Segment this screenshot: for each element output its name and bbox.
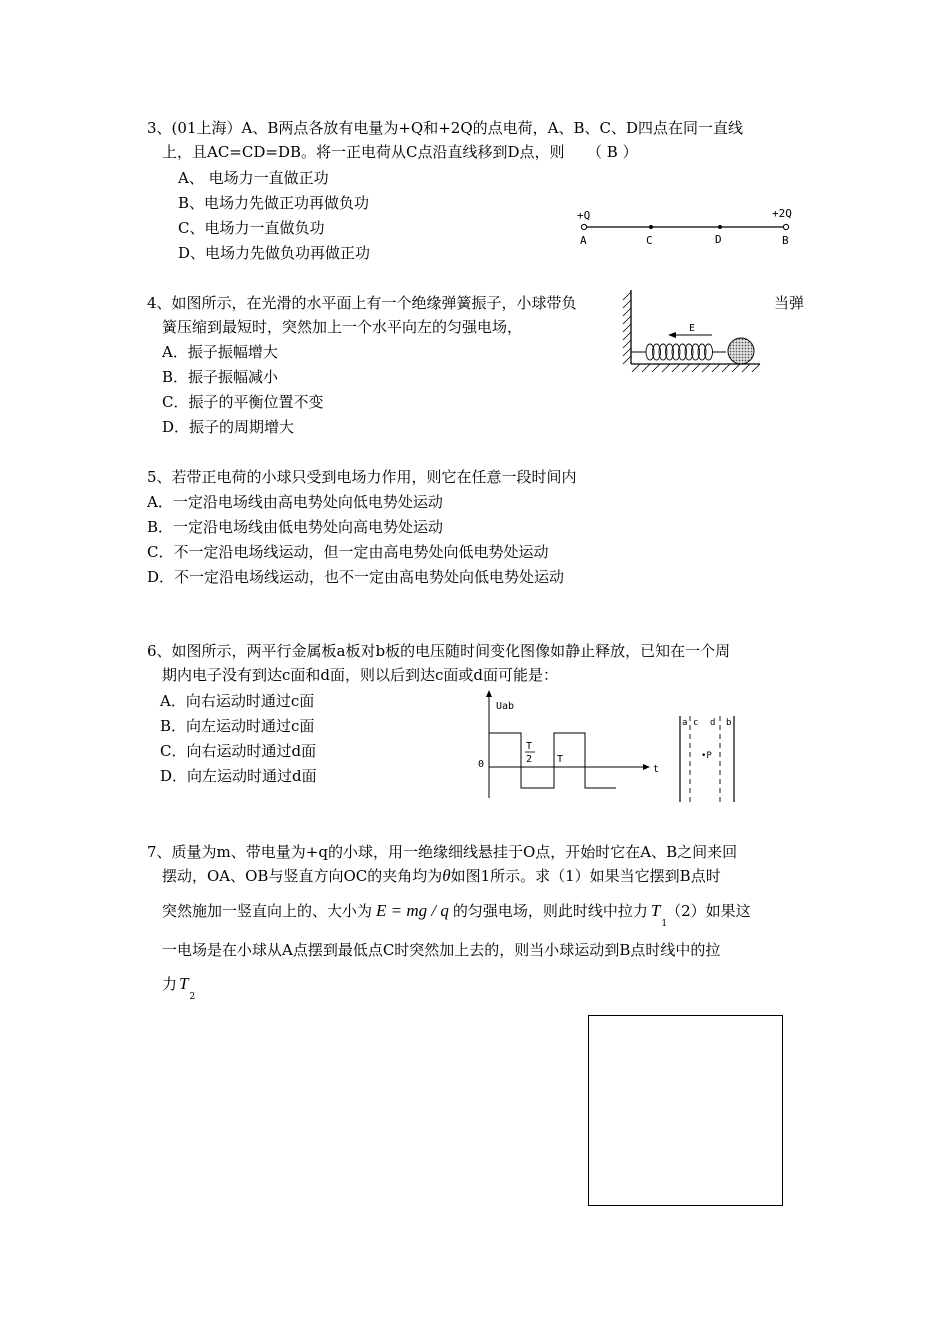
graph-label-half-t-num: T: [526, 741, 533, 752]
q7-figure-box: [588, 1015, 783, 1206]
graph-label-half-t-den: 2: [526, 754, 533, 765]
q7-line2-part2: 如图1所示。求（1）如果当它摆到B点时: [450, 867, 721, 885]
q4-stem-line1: 4、如图所示，在光滑的水平面上有一个绝缘弹簧振子，小球带负: [147, 294, 577, 312]
graph-label-period: T: [557, 754, 564, 765]
q5-option-b: B．一定沿电场线由低电势处向高电势处运动: [147, 518, 444, 536]
q3-stem-line2: 上，且AC=CD=DB。将一正电荷从C点沿直线移到D点，则 （ B ）: [162, 143, 638, 161]
q6-figure-plates: [672, 712, 744, 804]
q7-line3-part2: 的匀强电场，则此时线中拉力: [452, 902, 648, 920]
q6-option-c: C．向右运动时通过d面: [160, 742, 317, 760]
q5-option-c: C．不一定沿电场线运动，但一定由高电势处向低电势处运动: [147, 543, 549, 561]
q4-option-b: B．振子振幅减小: [162, 368, 279, 386]
q7-line2-part1: 摆动，OA、OB与竖直方向OC的夹角均为: [162, 867, 443, 885]
plate-label-b: b: [726, 718, 732, 728]
q7-stem-line5: [162, 974, 196, 1002]
q3-figure-charges-line: [570, 200, 810, 256]
q7-stem-line2: [162, 866, 721, 886]
q6-option-d: D．向左运动时通过d面: [160, 767, 317, 785]
q7-stem-line4: 一电场是在小球从A点摆到最低点C时突然加上去的，则当小球运动到B点时线中的拉: [162, 941, 721, 959]
point-label-p: •P: [701, 751, 712, 761]
fig-label-e-field: E: [689, 323, 696, 334]
graph-label-origin: 0: [478, 759, 485, 770]
graph-label-t: t: [653, 764, 660, 775]
tension-t2: T: [179, 974, 189, 993]
q7-line3-part3: （2）如果这: [666, 902, 751, 920]
q4-option-a: A．振子振幅增大: [162, 343, 278, 361]
q5-option-d: D．不一定沿电场线运动，也不一定由高电势处向低电势处运动: [147, 568, 565, 586]
q6-stem-line1: 6、如图所示，两平行金属板a板对b板的电压随时间变化图像如静止释放，已知在一个周: [147, 642, 731, 660]
plane-label-c: c: [693, 718, 699, 728]
q4-option-c: C．振子的平衡位置不变: [162, 393, 324, 411]
q3-option-a: A、 电场力一直做正功: [178, 169, 329, 187]
q7-stem-line1: 7、质量为m、带电量为+q的小球，用一绝缘细线悬挂于O点，开始时它在A、B之间来回: [147, 843, 738, 861]
q7-stem-line3: [162, 901, 751, 929]
q4-figure-spring-oscillator: [618, 284, 768, 380]
plane-label-d: d: [710, 718, 716, 728]
tension-t2-subscript: 2: [189, 992, 196, 1002]
fig-label-b: B: [782, 234, 789, 247]
theta-symbol: θ: [442, 866, 451, 885]
tension-t1-subscript: 1: [661, 919, 668, 929]
q4-option-d: D．振子的周期增大: [162, 418, 295, 436]
q6-option-a: A．向右运动时通过c面: [160, 692, 315, 710]
q3-option-b: B、电场力先做正功再做负功: [178, 194, 370, 212]
field-formula: E = mg / q: [376, 901, 449, 920]
q3-option-c: C、电场力一直做负功: [178, 219, 325, 237]
q5-option-a: A．一定沿电场线由高电势处向低电势处运动: [147, 493, 443, 511]
plate-label-a: a: [682, 718, 688, 728]
q5-stem: 5、若带正电荷的小球只受到电场力作用，则它在任意一段时间内: [147, 468, 577, 486]
q7-line5-part1: 力: [162, 975, 178, 993]
q7-line3-part1: 突然施加一竖直向上的、大小为: [162, 902, 373, 920]
graph-label-uab: Uab: [496, 701, 515, 712]
tension-t1: T: [650, 901, 661, 920]
q3-option-d: D、电场力先做负功再做正功: [178, 244, 371, 262]
fig-label-plus-2q: +2Q: [772, 207, 792, 220]
q4-stem-line2: 簧压缩到最短时，突然加上一个水平向左的匀强电场，: [162, 318, 523, 336]
q6-figure-voltage-graph: [474, 690, 664, 802]
q6-option-b: B．向左运动时通过c面: [160, 717, 315, 735]
fig-label-c: C: [646, 234, 653, 247]
fig-label-d: D: [715, 233, 722, 246]
fig-label-plus-q: +Q: [577, 209, 591, 222]
fig-label-a: A: [580, 234, 587, 247]
q6-stem-line2: 期内电子没有到达c面和d面，则以后到达c面或d面可能是：: [162, 666, 559, 684]
q3-stem-line1: 3、(01上海）A、B两点各放有电量为+Q和+2Q的点电荷，A、B、C、D四点在同一直线: [147, 119, 743, 137]
q4-stem-line1-tail: 当弹: [774, 294, 805, 312]
